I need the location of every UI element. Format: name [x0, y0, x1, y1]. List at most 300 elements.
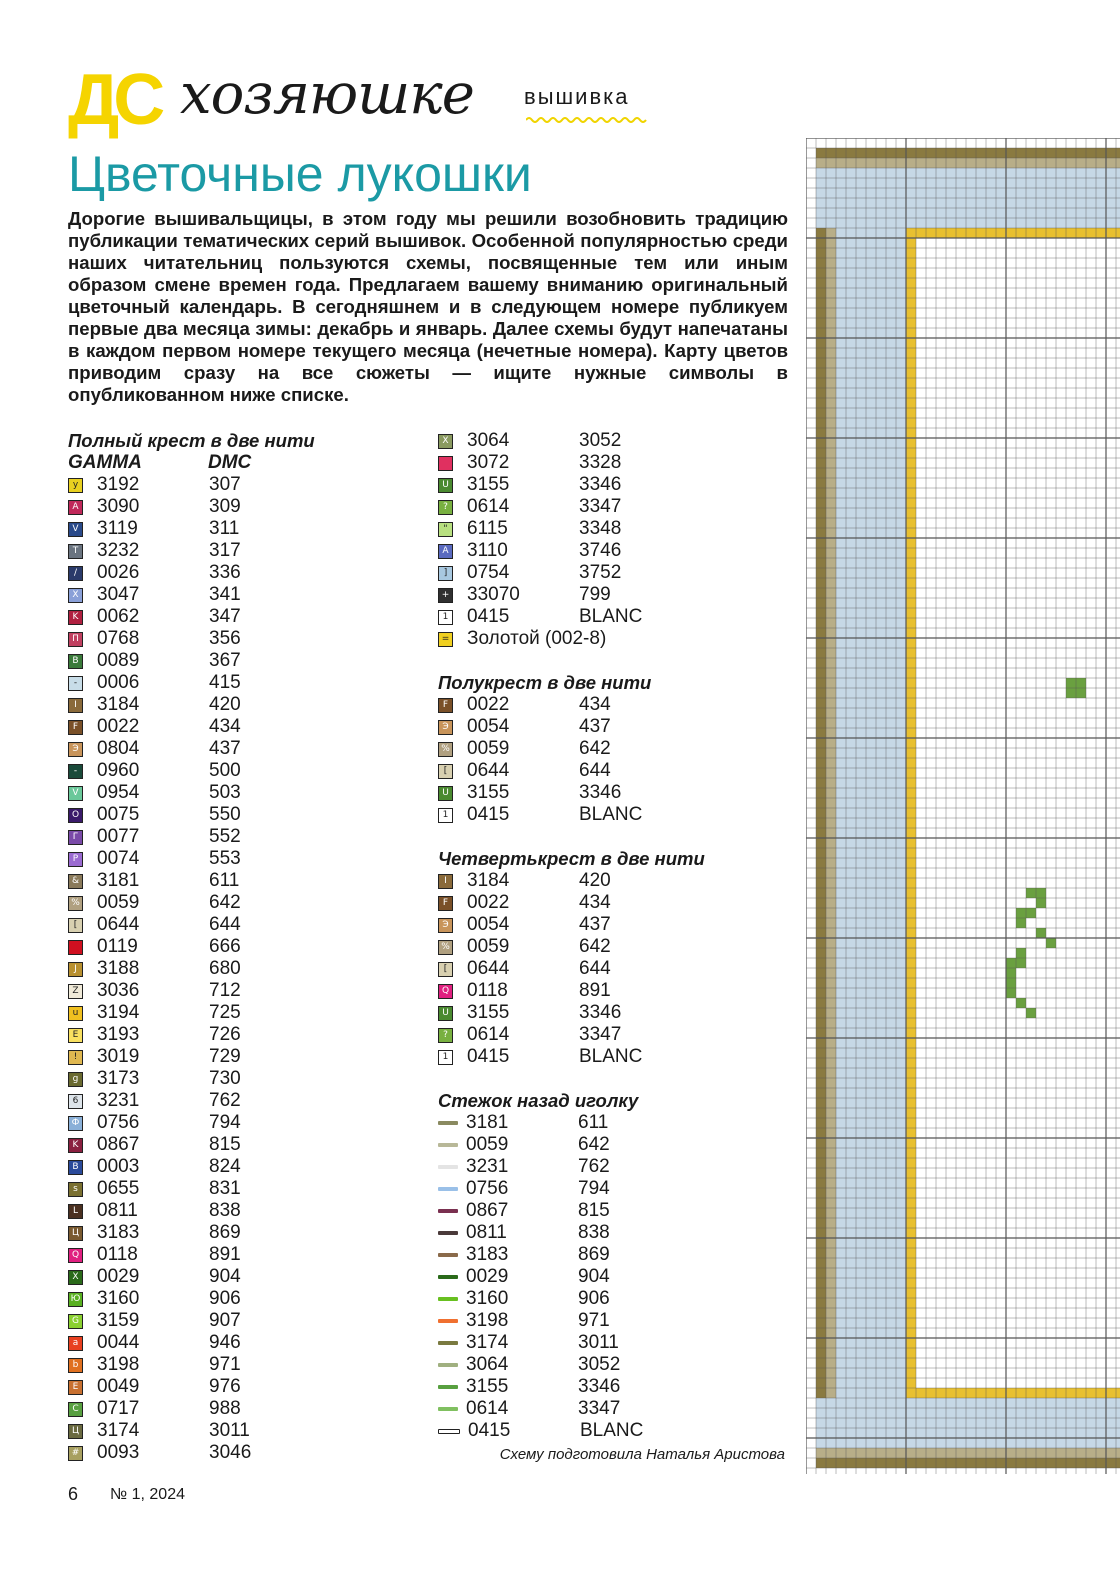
chart-cell [866, 758, 876, 768]
chart-cell [1036, 1448, 1046, 1458]
chart-cell [836, 1208, 846, 1218]
chart-cell [1096, 188, 1106, 198]
chart-cell [846, 888, 856, 898]
chart-cell [896, 1008, 906, 1018]
chart-cell [906, 328, 916, 338]
chart-cell [896, 848, 906, 858]
pattern-credit: Схему подготовила Наталья Аристова [499, 1446, 785, 1463]
chart-cell [876, 888, 886, 898]
chart-cell [866, 588, 876, 598]
chart-cell [1116, 218, 1120, 228]
chart-cell [836, 798, 846, 808]
chart-cell [816, 1368, 826, 1378]
gamma-code: 3160 [466, 1288, 509, 1309]
chart-cell [906, 248, 916, 258]
chart-cell [876, 248, 886, 258]
chart-cell [1106, 158, 1116, 168]
thread-symbol-swatch: 6 [68, 1094, 83, 1109]
thread-symbol-swatch: Q [438, 984, 453, 999]
legend-row [438, 914, 798, 936]
chart-cell [876, 578, 886, 588]
chart-cell [816, 278, 826, 288]
chart-cell [896, 1018, 906, 1028]
chart-cell [906, 898, 916, 908]
chart-cell [816, 1028, 826, 1038]
chart-cell [896, 1218, 906, 1228]
chart-cell [876, 1358, 886, 1368]
chart-cell [916, 1448, 926, 1458]
chart-cell [846, 398, 856, 408]
chart-cell [866, 398, 876, 408]
chart-cell [896, 878, 906, 888]
gamma-code: 0644 [467, 760, 510, 781]
chart-cell [1006, 158, 1016, 168]
chart-cell [1036, 898, 1046, 908]
chart-cell [816, 1228, 826, 1238]
chart-cell [1066, 1408, 1076, 1418]
dmc-code: 3752 [579, 562, 622, 583]
chart-cell [886, 758, 896, 768]
chart-cell [816, 1098, 826, 1108]
chart-cell [886, 1418, 896, 1428]
chart-cell [826, 368, 836, 378]
chart-cell [896, 1118, 906, 1128]
quarter-cross-list [438, 870, 798, 1068]
chart-cell [816, 628, 826, 638]
chart-cell [816, 758, 826, 768]
chart-cell [856, 348, 866, 358]
chart-cell [1066, 208, 1076, 218]
chart-cell [966, 228, 976, 238]
chart-cell [1076, 218, 1086, 228]
chart-cell [816, 438, 826, 448]
chart-cell [876, 598, 886, 608]
thread-symbol-swatch: J [68, 962, 83, 977]
chart-cell [896, 808, 906, 818]
chart-cell [826, 238, 836, 248]
legend-row [438, 1332, 798, 1354]
chart-cell [856, 358, 866, 368]
chart-cell [946, 158, 956, 168]
chart-cell [1116, 1398, 1120, 1408]
chart-cell [866, 498, 876, 508]
chart-cell [886, 1178, 896, 1188]
chart-cell [976, 178, 986, 188]
gamma-code: 0811 [466, 1222, 507, 1243]
chart-cell [826, 1098, 836, 1108]
legend-row [438, 1376, 798, 1398]
chart-cell [856, 298, 866, 308]
chart-cell [846, 918, 856, 928]
legend-row [438, 1112, 798, 1134]
chart-cell [886, 1268, 896, 1278]
chart-cell [876, 1268, 886, 1278]
chart-cell [876, 758, 886, 768]
chart-cell [896, 218, 906, 228]
legend-row [68, 562, 428, 584]
chart-cell [836, 908, 846, 918]
chart-cell [856, 1088, 866, 1098]
chart-cell [906, 1378, 916, 1388]
chart-cell [1006, 1438, 1016, 1448]
chart-cell [836, 578, 846, 588]
chart-cell [896, 1368, 906, 1378]
chart-cell [996, 1398, 1006, 1408]
chart-cell [876, 658, 886, 668]
chart-cell [816, 408, 826, 418]
chart-cell [826, 1078, 836, 1088]
chart-cell [886, 188, 896, 198]
chart-cell [856, 788, 866, 798]
chart-cell [876, 848, 886, 858]
chart-cell [846, 928, 856, 938]
chart-cell [1066, 168, 1076, 178]
chart-cell [816, 998, 826, 1008]
chart-cell [826, 758, 836, 768]
gamma-code: 3174 [97, 1420, 140, 1441]
chart-cell [896, 718, 906, 728]
chart-cell [836, 278, 846, 288]
chart-cell [1116, 1418, 1120, 1428]
chart-cell [936, 148, 946, 158]
chart-cell [826, 1458, 836, 1468]
chart-cell [876, 328, 886, 338]
chart-cell [836, 1018, 846, 1028]
chart-cell [866, 1438, 876, 1448]
chart-cell [906, 1398, 916, 1408]
dmc-code: 642 [579, 936, 611, 957]
chart-cell [1056, 1418, 1066, 1428]
chart-cell [846, 308, 856, 318]
chart-cell [896, 1038, 906, 1048]
chart-cell [836, 568, 846, 578]
chart-cell [876, 1278, 886, 1288]
chart-cell [876, 588, 886, 598]
chart-cell [856, 898, 866, 908]
chart-cell [846, 348, 856, 358]
chart-cell [906, 468, 916, 478]
chart-cell [846, 1028, 856, 1038]
chart-cell [876, 1238, 886, 1248]
gamma-code: 0756 [466, 1178, 509, 1199]
chart-cell [816, 1338, 826, 1348]
chart-cell [816, 1058, 826, 1068]
chart-cell [906, 1408, 916, 1418]
chart-cell [866, 388, 876, 398]
chart-cell [876, 838, 886, 848]
chart-cell [976, 1438, 986, 1448]
chart-cell [1086, 228, 1096, 238]
chart-cell [866, 818, 876, 828]
chart-cell [886, 508, 896, 518]
chart-cell [1016, 1398, 1026, 1408]
chart-cell [1116, 1388, 1120, 1398]
chart-cell [836, 398, 846, 408]
backstitch-line-swatch [438, 1341, 458, 1345]
chart-cell [826, 848, 836, 858]
chart-cell [1016, 228, 1026, 238]
chart-cell [826, 518, 836, 528]
chart-cell [866, 738, 876, 748]
chart-cell [876, 1298, 886, 1308]
chart-cell [816, 178, 826, 188]
chart-cell [926, 1398, 936, 1408]
chart-cell [856, 1218, 866, 1228]
chart-cell [926, 1408, 936, 1418]
chart-cell [836, 1398, 846, 1408]
chart-cell [896, 378, 906, 388]
chart-cell [886, 1008, 896, 1018]
chart-cell [826, 318, 836, 328]
chart-cell [1006, 148, 1016, 158]
chart-cell [826, 1308, 836, 1318]
chart-cell [846, 198, 856, 208]
chart-cell [866, 338, 876, 348]
chart-cell [986, 178, 996, 188]
chart-cell [866, 1118, 876, 1128]
chart-cell [1036, 1408, 1046, 1418]
chart-cell [896, 968, 906, 978]
chart-cell [936, 1398, 946, 1408]
chart-cell [1036, 1398, 1046, 1408]
chart-cell [836, 228, 846, 238]
dmc-code: 794 [578, 1178, 610, 1199]
chart-cell [876, 728, 886, 738]
chart-cell [856, 948, 866, 958]
chart-cell [876, 1368, 886, 1378]
chart-cell [916, 158, 926, 168]
chart-cell [816, 498, 826, 508]
chart-cell [846, 988, 856, 998]
chart-cell [836, 1068, 846, 1078]
chart-cell [866, 1388, 876, 1398]
chart-cell [896, 728, 906, 738]
chart-cell [946, 228, 956, 238]
chart-cell [1076, 1418, 1086, 1428]
chart-cell [886, 648, 896, 658]
chart-cell [886, 308, 896, 318]
thread-symbol-swatch: g [68, 1072, 83, 1087]
chart-cell [856, 378, 866, 388]
chart-cell [836, 508, 846, 518]
chart-cell [996, 198, 1006, 208]
thread-symbol-swatch: Ю [68, 1292, 83, 1307]
chart-cell [866, 648, 876, 658]
chart-cell [846, 1058, 856, 1068]
chart-cell [996, 1388, 1006, 1398]
chart-cell [886, 918, 896, 928]
chart-cell [1076, 1398, 1086, 1408]
dmc-code: BLANC [579, 804, 643, 825]
chart-cell [1106, 1418, 1116, 1428]
gamma-code: 0059 [467, 936, 510, 957]
chart-cell [906, 1258, 916, 1268]
chart-cell [906, 318, 916, 328]
chart-cell [846, 328, 856, 338]
chart-cell [876, 718, 886, 728]
chart-cell [1106, 168, 1116, 178]
thread-symbol-swatch: # [68, 1446, 83, 1461]
chart-cell [1116, 148, 1120, 158]
chart-cell [1036, 1438, 1046, 1448]
chart-cell [966, 1428, 976, 1438]
chart-cell [816, 1168, 826, 1178]
chart-cell [816, 598, 826, 608]
chart-cell [896, 608, 906, 618]
chart-cell [886, 448, 896, 458]
chart-cell [906, 358, 916, 368]
chart-cell [826, 168, 836, 178]
thread-symbol-swatch: ? [438, 500, 453, 515]
chart-cell [896, 828, 906, 838]
chart-cell [1076, 168, 1086, 178]
chart-cell [836, 878, 846, 888]
legend-row [68, 1156, 428, 1178]
chart-cell [836, 318, 846, 328]
chart-cell [996, 1408, 1006, 1418]
chart-cell [906, 1128, 916, 1138]
chart-cell [826, 908, 836, 918]
chart-cell [816, 508, 826, 518]
chart-cell [826, 1338, 836, 1348]
chart-cell [896, 418, 906, 428]
chart-cell [826, 788, 836, 798]
chart-cell [816, 428, 826, 438]
chart-cell [976, 1408, 986, 1418]
chart-cell [1006, 228, 1016, 238]
chart-cell [816, 1258, 826, 1268]
chart-cell [876, 1208, 886, 1218]
chart-cell [1016, 178, 1026, 188]
chart-cell [896, 1428, 906, 1438]
chart-cell [856, 678, 866, 688]
chart-cell [836, 778, 846, 788]
chart-cell [896, 468, 906, 478]
chart-cell [846, 218, 856, 228]
dmc-code: 3052 [579, 430, 622, 451]
thread-symbol-swatch: [ [68, 918, 83, 933]
chart-cell [896, 1348, 906, 1358]
chart-cell [816, 1148, 826, 1158]
intro-paragraph: Дорогие вышивальщицы, в этом году мы решили возобновить традицию публикации тематических серий вышивок. Особенной популярностью среди наших читательниц пользуются схемы, посвященные тем или иным образом смене времен года. Предлагаем вашему вниманию оригинальный цветочный календарь. В сегодняшнем и в следующем номере публикуем первые два месяца зимы: декабрь и январь. Далее схемы будут напечатаны в каждом первом номере текущего месяца (нечетные номера). Карту цветов приводим сразу на все сюжеты — ищите нужные символы в опубликованном ниже списке. [68, 208, 788, 405]
thread-symbol-swatch: Z [68, 984, 83, 999]
chart-cell [866, 958, 876, 968]
chart-cell [866, 568, 876, 578]
chart-cell [876, 828, 886, 838]
chart-cell [826, 488, 836, 498]
chart-cell [946, 1408, 956, 1418]
chart-cell [846, 1338, 856, 1348]
chart-cell [846, 768, 856, 778]
chart-cell [836, 338, 846, 348]
gamma-code: 0062 [97, 606, 140, 627]
chart-cell [846, 268, 856, 278]
chart-cell [816, 638, 826, 648]
chart-cell [886, 868, 896, 878]
chart-cell [876, 1308, 886, 1318]
gamma-code: 0644 [97, 914, 140, 935]
chart-cell [1046, 1448, 1056, 1458]
chart-cell [856, 478, 866, 488]
chart-cell [896, 618, 906, 628]
chart-cell [866, 148, 876, 158]
chart-cell [816, 678, 826, 688]
chart-cell [896, 1338, 906, 1348]
chart-cell [876, 1028, 886, 1038]
chart-cell [836, 1168, 846, 1178]
chart-cell [816, 578, 826, 588]
chart-cell [846, 848, 856, 858]
legend-row [438, 1244, 798, 1266]
chart-cell [826, 728, 836, 738]
chart-cell [846, 798, 856, 808]
chart-cell [906, 748, 916, 758]
gamma-code: 3193 [97, 1024, 140, 1045]
chart-cell [836, 998, 846, 1008]
chart-cell [916, 1418, 926, 1428]
chart-cell [896, 158, 906, 168]
chart-cell [876, 968, 886, 978]
chart-cell [816, 478, 826, 488]
legend-row [68, 584, 428, 606]
chart-cell [856, 988, 866, 998]
thread-symbol-swatch: B [68, 1160, 83, 1175]
chart-cell [846, 1208, 856, 1218]
dmc-code: 356 [209, 628, 241, 649]
chart-cell [836, 1198, 846, 1208]
chart-cell [916, 148, 926, 158]
chart-cell [966, 208, 976, 218]
chart-cell [826, 408, 836, 418]
chart-cell [876, 1168, 886, 1178]
chart-cell [876, 1148, 886, 1158]
chart-cell [856, 1258, 866, 1268]
chart-cell [836, 838, 846, 848]
chart-cell [966, 218, 976, 228]
legend-row [68, 540, 428, 562]
chart-cell [876, 1128, 886, 1138]
chart-cell [826, 968, 836, 978]
chart-cell [1096, 1418, 1106, 1428]
chart-cell [1046, 1428, 1056, 1438]
chart-cell [946, 1458, 956, 1468]
chart-cell [856, 1458, 866, 1468]
chart-cell [1006, 1388, 1016, 1398]
thread-symbol-swatch: ] [438, 566, 453, 581]
chart-cell [916, 198, 926, 208]
thread-symbol-swatch: Э [438, 720, 453, 735]
chart-cell [886, 1168, 896, 1178]
legend-column-right [438, 430, 798, 1442]
chart-cell [986, 1458, 996, 1468]
chart-cell [826, 1218, 836, 1228]
legend-row [438, 804, 798, 826]
chart-cell [836, 1428, 846, 1438]
chart-cell [866, 1098, 876, 1108]
chart-cell [876, 308, 886, 318]
chart-cell [906, 1148, 916, 1158]
chart-cell [876, 1048, 886, 1058]
chart-cell [826, 428, 836, 438]
chart-cell [976, 158, 986, 168]
chart-cell [816, 868, 826, 878]
chart-cell [846, 448, 856, 458]
chart-cell [866, 248, 876, 258]
chart-cell [1016, 198, 1026, 208]
chart-cell [846, 178, 856, 188]
chart-cell [866, 848, 876, 858]
chart-cell [886, 778, 896, 788]
